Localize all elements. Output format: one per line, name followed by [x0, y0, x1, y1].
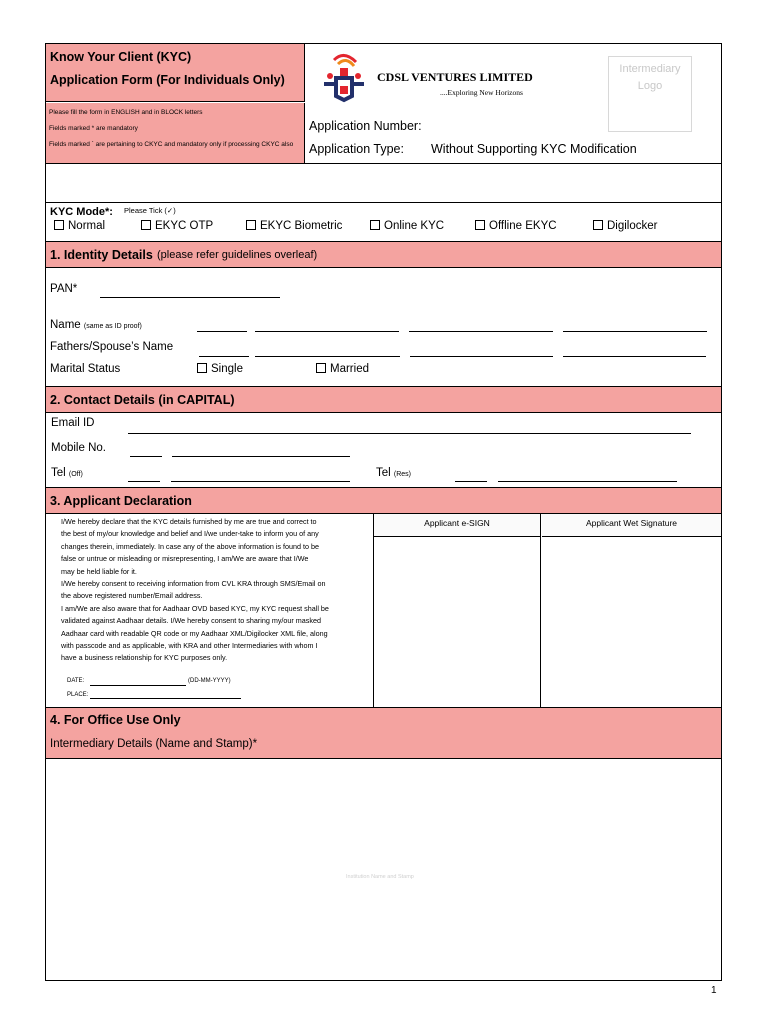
name-prefix-input[interactable]	[197, 331, 247, 332]
note-mandatory: Fields marked * are mandatory	[49, 125, 138, 132]
kyc-mode-hint: Please Tick (✓)	[124, 206, 176, 215]
name-last-input[interactable]	[563, 331, 707, 332]
marital-married-label: Married	[330, 363, 369, 375]
place-label: PLACE:	[67, 692, 89, 698]
declaration-line: have a business relationship for KYC purposes only.	[61, 653, 228, 663]
marital-married[interactable]	[316, 363, 369, 375]
declaration-line: validated against Aadhaar details. I/We hereby consent to sharing my/our masked	[61, 616, 321, 626]
checkbox[interactable]	[370, 220, 380, 230]
declaration-line: I/We hereby declare that the KYC details furnished by me are true and correct to	[61, 517, 317, 526]
checkbox[interactable]	[246, 220, 256, 230]
company-tagline: ....Exploring New Horizons	[440, 88, 523, 97]
wet-sign-label: Applicant Wet Signature	[585, 518, 678, 528]
pan-label: PAN*	[50, 283, 78, 295]
kyc-mode-label: KYC Mode*:	[50, 206, 113, 218]
cdsl-logo	[316, 52, 372, 108]
tel-label-text: Tel	[376, 467, 391, 479]
stamp-area[interactable]	[45, 758, 722, 981]
name-label-text: Name	[50, 319, 81, 331]
date-format: (DD-MM-YYYY)	[188, 678, 231, 684]
checkbox[interactable]	[197, 363, 207, 373]
section-declaration-header	[45, 487, 722, 514]
father-spouse-label: Fathers/Spouse’s Name	[50, 341, 174, 353]
blank-row[interactable]	[45, 163, 722, 203]
kyc-option-label: Offline EKYC	[489, 220, 557, 232]
declaration-line: the best of my/our knowledge and belief and I/we under-take to inform you of any	[61, 529, 319, 539]
date-label: DATE:	[67, 678, 85, 684]
declaration-line: false or untrue or misleading or misrepresenting, I am/We are aware that I/We	[61, 554, 309, 564]
place-input[interactable]	[90, 698, 241, 699]
name-label-note: (same as ID proof)	[83, 323, 142, 330]
application-type-label: Application Type:	[309, 142, 404, 156]
pan-input[interactable]	[100, 297, 280, 298]
section-office-title: 4. For Office Use Only	[50, 713, 181, 727]
checkbox[interactable]	[54, 220, 64, 230]
tel-res-std-input[interactable]	[455, 481, 487, 482]
declaration-line: with passcode and as applicable, with KRA and other Intermediaries with whom I	[61, 641, 318, 651]
declaration-line: may be held liable for it.	[61, 566, 137, 576]
section-office-header	[45, 707, 722, 734]
section-identity-header	[45, 241, 722, 268]
declaration-line: the above registered number/Email address.	[61, 591, 203, 601]
page-number: 1	[711, 985, 717, 996]
checkbox[interactable]	[593, 220, 603, 230]
section-declaration-title: 3. Applicant Declaration	[50, 494, 192, 508]
checkbox[interactable]	[316, 363, 326, 373]
declaration-text	[61, 516, 363, 665]
intermediary-logo-text: Intermediary Logo	[619, 63, 681, 92]
father-first-input[interactable]	[255, 356, 400, 357]
marital-single-label: Single	[211, 363, 243, 375]
checkbox[interactable]	[475, 220, 485, 230]
section-identity-subtitle: (please refer guidelines overleaf)	[157, 249, 318, 261]
esign-box[interactable]	[374, 537, 541, 707]
kyc-option-label: Online KYC	[384, 220, 445, 232]
application-type-value: Without Supporting KYC Modification	[431, 142, 637, 156]
mobile-code-input[interactable]	[130, 456, 162, 457]
declaration-line: changes therein, immediately. In case any of the above information is found to be	[61, 541, 319, 551]
declaration-line: I/We hereby consent to receiving information from CVL KRA through SMS/Email on	[61, 579, 326, 589]
intermediary-logo-box	[608, 56, 692, 132]
kyc-option-online-kyc[interactable]	[370, 220, 444, 232]
checkbox[interactable]	[141, 220, 151, 230]
name-first-input[interactable]	[255, 331, 399, 332]
tel-off-note: (Off)	[68, 471, 83, 478]
section-identity-title: 1. Identity Details	[50, 248, 153, 262]
mobile-label: Mobile No.	[51, 442, 106, 454]
marital-status-label: Marital Status	[50, 363, 121, 375]
father-middle-input[interactable]	[410, 356, 553, 357]
form-title-line2: Application Form (For Individuals Only)	[50, 73, 285, 87]
email-label: Email ID	[51, 417, 95, 429]
kyc-option-digilocker[interactable]	[593, 220, 658, 232]
section-identity-body	[45, 267, 722, 387]
kyc-option-label: Digilocker	[607, 220, 658, 232]
note-ckyc: Fields marked ` are pertaining to CKYC and mandatory only if processing CKYC also	[49, 141, 294, 148]
form-notes-cell	[46, 103, 305, 163]
kyc-option-offline-ekyc[interactable]	[475, 220, 557, 232]
declaration-line: I am/We are also aware that for Aadhaar OVD based KYC, my KYC request shall be	[61, 603, 329, 613]
intermediary-details-row	[45, 733, 722, 759]
marital-single[interactable]	[197, 363, 243, 375]
wet-sign-header	[542, 514, 721, 537]
father-last-input[interactable]	[563, 356, 706, 357]
tel-off-std-input[interactable]	[128, 481, 160, 482]
email-input[interactable]	[128, 433, 691, 434]
cdsl-logo-icon	[316, 52, 372, 108]
tel-res-label	[376, 467, 411, 479]
kyc-option-ekyc-otp[interactable]	[141, 220, 213, 232]
tel-res-number-input[interactable]	[498, 481, 677, 482]
mobile-number-input[interactable]	[172, 456, 350, 457]
esign-label: Applicant e-SIGN	[424, 518, 490, 528]
name-label	[50, 319, 142, 331]
tel-res-note: (Res)	[393, 471, 412, 478]
note-english: Please fill the form in ENGLISH and in BLOCK letters	[49, 109, 203, 116]
tel-off-number-input[interactable]	[171, 481, 350, 482]
esign-header	[374, 514, 541, 537]
section-contact-title: 2. Contact Details (in CAPITAL)	[50, 393, 235, 407]
company-name: CDSL VENTURES LIMITED	[377, 70, 533, 84]
section-contact-header	[45, 386, 722, 413]
declaration-line: Aadhaar card with readable QR code or my Aadhaar XML/Digilocker XML file, along	[61, 628, 328, 638]
application-number-label: Application Number:	[309, 119, 422, 133]
form-title-cell	[46, 44, 305, 102]
kyc-option-ekyc-biometric[interactable]	[246, 220, 342, 232]
father-prefix-input[interactable]	[199, 356, 249, 357]
wet-sign-box[interactable]	[542, 537, 721, 707]
tel-label-text: Tel	[51, 467, 66, 479]
tel-off-label	[51, 467, 83, 479]
kyc-option-normal[interactable]	[54, 220, 105, 232]
stamp-placeholder: Institution Name and Stamp	[346, 874, 414, 880]
intermediary-details-label: Intermediary Details (Name and Stamp)*	[50, 738, 258, 750]
kyc-option-label: EKYC Biometric	[260, 220, 343, 232]
kyc-option-label: EKYC OTP	[155, 220, 214, 232]
name-middle-input[interactable]	[409, 331, 553, 332]
kyc-option-label: Normal	[68, 220, 106, 232]
form-title-line1: Know Your Client (KYC)	[50, 50, 192, 64]
date-input[interactable]	[90, 685, 186, 686]
